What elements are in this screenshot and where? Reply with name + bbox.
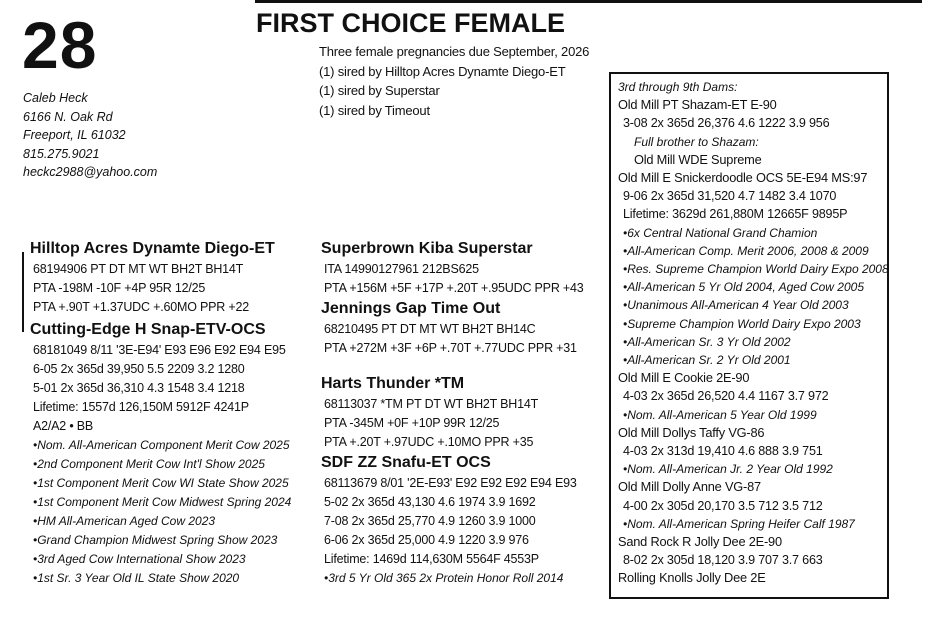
dam-honor: •2nd Component Merit Cow Int'l Show 2025	[33, 457, 265, 471]
second-dam-line: 68113679 8/01 '2E-E93' E92 E92 E92 E94 E93	[324, 476, 577, 490]
dam-5-honor: •Nom. All-American 5 Year Old 1999	[623, 407, 817, 422]
dam-4-honor: •6x Central National Grand Chamion	[623, 225, 818, 240]
second-dam-line: 5-02 2x 365d 43,130 4.6 1974 3.9 1692	[324, 495, 536, 509]
dam-line: 68181049 8/11 '3E-E94' E93 E96 E92 E94 E95	[33, 343, 286, 357]
dam-6-honor: •Nom. All-American Jr. 2 Year Old 1992	[623, 462, 833, 477]
pregnancy-line: (1) sired by Hilltop Acres Dynamte Diego-ET	[319, 63, 566, 79]
dam-4-name: Old Mill E Snickerdoodle OCS 5E-E94 MS:97	[618, 170, 868, 186]
dam-sire-line: 68113037 *TM PT DT WT BH2T BH14T	[324, 397, 539, 411]
dam-8-name: Sand Rock R Jolly Dee 2E-90	[618, 534, 782, 550]
left-pedigree-column	[30, 238, 291, 588]
dam-line: 6-05 2x 365d 39,950 5.5 2209 3.2 1280	[33, 362, 245, 376]
timeout-line: 68210495 PT DT MT WT BH2T BH14C	[324, 322, 536, 336]
dam-sire-name: Harts Thunder *TM	[321, 375, 465, 392]
service-sires-column	[321, 238, 584, 358]
dam-5-record: 4-03 2x 365d 26,520 4.4 1167 3.7 972	[623, 389, 829, 404]
second-dam-line: 6-06 2x 365d 25,000 4.9 1220 3.9 976	[324, 533, 529, 547]
second-dam-line: 7-08 2x 365d 25,770 4.9 1260 3.9 1000	[324, 514, 536, 528]
dam-honor: •1st Component Merit Cow Midwest Spring 2024	[33, 495, 292, 509]
second-dam-honor: •3rd 5 Yr Old 365 2x Protein Honor Roll 2014	[324, 571, 564, 585]
pedigree-bracket	[22, 252, 24, 332]
dam-7-honor: •Nom. All-American Spring Heifer Calf 1987	[623, 516, 855, 531]
dam-7-record: 4-00 2x 305d 20,170 3.5 712 3.5 712	[623, 498, 823, 513]
dam-7-name: Old Mill Dolly Anne VG-87	[618, 479, 761, 495]
superstar-line: PTA +156M +5F +17P +.20T +.95UDC PPR +43	[324, 281, 584, 295]
dam-6-name: Old Mill Dollys Taffy VG-86	[618, 424, 765, 440]
dam-honor: •1st Component Merit Cow WI State Show 2025	[33, 476, 289, 490]
superstar-name: Superbrown Kiba Superstar	[321, 240, 533, 257]
dams-box	[609, 72, 889, 599]
maternal-column	[321, 373, 577, 588]
owner-street: 6166 N. Oak Rd	[23, 109, 113, 124]
owner-city: Freeport, IL 61032	[23, 128, 126, 142]
dam-3-brother: Old Mill WDE Supreme	[634, 151, 762, 167]
owner-contact	[23, 89, 157, 182]
owner-phone: 815.275.9021	[23, 146, 100, 161]
dam-honor: •HM All-American Aged Cow 2023	[33, 514, 216, 528]
dam-3-name: Old Mill PT Shazam-ET E-90	[618, 97, 777, 113]
dams-box-heading: 3rd through 9th Dams:	[618, 80, 738, 94]
owner-email: heckc2988@yahoo.com	[23, 165, 158, 179]
sire-line: PTA -198M -10F +4P 95R 12/25	[33, 281, 206, 295]
dam-honor: •Nom. All-American Component Merit Cow 2025	[33, 438, 290, 452]
page-title: FIRST CHOICE FEMALE	[256, 8, 565, 38]
dam-6-record: 4-03 2x 313d 19,410 4.6 888 3.9 751	[623, 444, 823, 459]
dam-4-honor: •All-American 5 Yr Old 2004, Aged Cow 2005	[623, 280, 864, 295]
dam-honor: •3rd Aged Cow International Show 2023	[33, 552, 246, 566]
dam-4-honor: •All-American Sr. 2 Yr Old 2001	[623, 353, 791, 368]
dam-name: Cutting-Edge H Snap-ETV-OCS	[30, 321, 266, 338]
dam-5-name: Old Mill E Cookie 2E-90	[618, 370, 750, 386]
dam-8-record: 8-02 2x 305d 18,120 3.9 707 3.7 663	[623, 553, 823, 568]
second-dam-line: Lifetime: 1469d 114,630M 5564F 4553P	[324, 552, 539, 566]
owner-name: Caleb Heck	[23, 91, 88, 105]
timeout-name: Jennings Gap Time Out	[321, 300, 501, 317]
dam-honor: •1st Sr. 3 Year Old IL State Show 2020	[33, 571, 240, 585]
sire-name: Hilltop Acres Dynamte Diego-ET	[30, 240, 275, 257]
dam-line: A2/A2 • BB	[33, 419, 94, 433]
pregnancy-line: Three female pregnancies due September, 2026	[319, 44, 590, 59]
dam-4-lifetime: Lifetime: 3629d 261,880M 12665F 9895P	[623, 207, 848, 222]
dam-line: Lifetime: 1557d 126,150M 5912F 4241P	[33, 400, 249, 414]
dam-4-honor: •All-American Sr. 3 Yr Old 2002	[623, 334, 791, 349]
dam-4-honor: •Supreme Champion World Dairy Expo 2003	[623, 316, 861, 331]
pregnancy-info	[319, 42, 589, 120]
pregnancy-line: (1) sired by Timeout	[319, 102, 430, 118]
dam-3-record: 3-08 2x 365d 26,376 4.6 1222 3.9 956	[623, 116, 830, 131]
top-rule	[255, 0, 922, 3]
sire-line: 68194906 PT DT MT WT BH2T BH14T	[33, 262, 244, 276]
dam-sire-line: PTA -345M +0F +10P 99R 12/25	[324, 416, 500, 430]
dam-line: 5-01 2x 365d 36,310 4.3 1548 3.4 1218	[33, 381, 245, 395]
dam-sire-line: PTA +.20T +.97UDC +.10MO PPR +35	[324, 435, 534, 449]
dam-4-honor: •Res. Supreme Champion World Dairy Expo 2008	[623, 262, 889, 277]
timeout-line: PTA +272M +3F +6P +.70T +.77UDC PPR +31	[324, 341, 577, 355]
dam-9-name: Rolling Knolls Jolly Dee 2E	[618, 570, 766, 586]
second-dam-name: SDF ZZ Snafu-ET OCS	[321, 454, 491, 471]
dam-4-honor: •All-American Comp. Merit 2006, 2008 & 2009	[623, 243, 869, 258]
superstar-line: ITA 14990127961 212BS625	[324, 262, 479, 276]
dam-4-record: 9-06 2x 365d 31,520 4.7 1482 3.4 1070	[623, 189, 837, 204]
sire-line: PTA +.90T +1.37UDC +.60MO PPR +22	[33, 300, 249, 314]
dam-3-note: Full brother to Shazam:	[634, 134, 759, 149]
lot-number: 28	[22, 8, 98, 82]
pregnancy-line: (1) sired by Superstar	[319, 83, 440, 98]
dam-honor: •Grand Champion Midwest Spring Show 2023	[33, 533, 278, 547]
dam-4-honor: •Unanimous All-American 4 Year Old 2003	[623, 298, 849, 313]
